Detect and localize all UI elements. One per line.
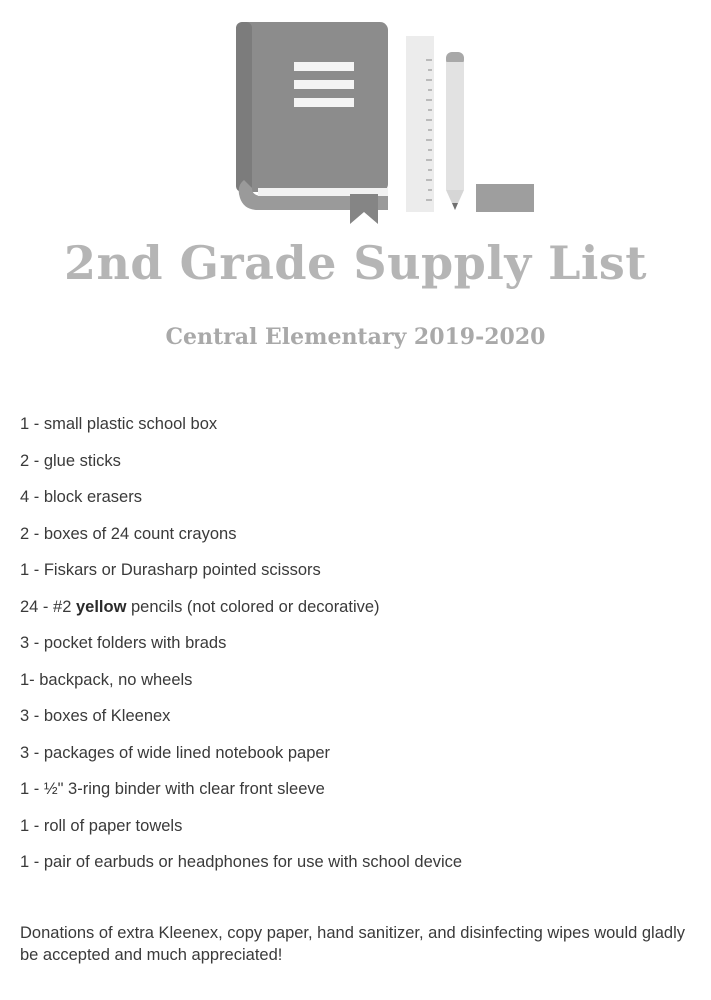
supply-item: 2 - boxes of 24 count crayons xyxy=(20,524,237,543)
supply-item: 1 - small plastic school box xyxy=(20,415,218,433)
school-year-subtitle: Central Elementary 2019-2020 xyxy=(165,324,546,350)
emphasized-color: yellow xyxy=(75,597,127,616)
supply-item-text: pencils (not colored or decorative) xyxy=(126,597,380,616)
supply-item: 3 - pocket folders with brads xyxy=(20,634,227,652)
pencil-icon xyxy=(446,52,464,210)
eraser-icon xyxy=(476,184,534,212)
book-icon xyxy=(236,22,388,224)
supply-item-text: 24 - #2 xyxy=(20,597,76,616)
supply-item: 4 - block erasers xyxy=(20,488,142,506)
supply-item: 1- backpack, no wheels xyxy=(20,670,193,689)
supply-item: 1 - Fiskars or Durasharp pointed scissors xyxy=(20,561,321,579)
supply-item: 1 - roll of paper towels xyxy=(20,816,183,835)
supply-list xyxy=(20,412,462,887)
supply-item: 1 - pair of earbuds or headphones for use with school device xyxy=(20,853,463,871)
ruler-icon xyxy=(406,36,434,212)
supply-item: 1 - ½" 3-ring binder with clear front sleeve xyxy=(20,780,325,798)
supply-item: 3 - boxes of Kleenex xyxy=(20,707,171,725)
header-illustration xyxy=(0,0,711,230)
supply-item: 2 - glue sticks xyxy=(20,451,121,470)
donation-note: Donations of extra Kleenex, copy paper, hand sanitizer, and disinfecting wipes would gladly be accepted and much appreciated! xyxy=(20,924,685,964)
illustration-svg xyxy=(0,0,711,230)
supply-item: 3 - packages of wide lined notebook paper xyxy=(20,743,331,762)
page-title: 2nd Grade Supply List xyxy=(63,236,648,290)
supply-item-pencils xyxy=(20,595,462,632)
